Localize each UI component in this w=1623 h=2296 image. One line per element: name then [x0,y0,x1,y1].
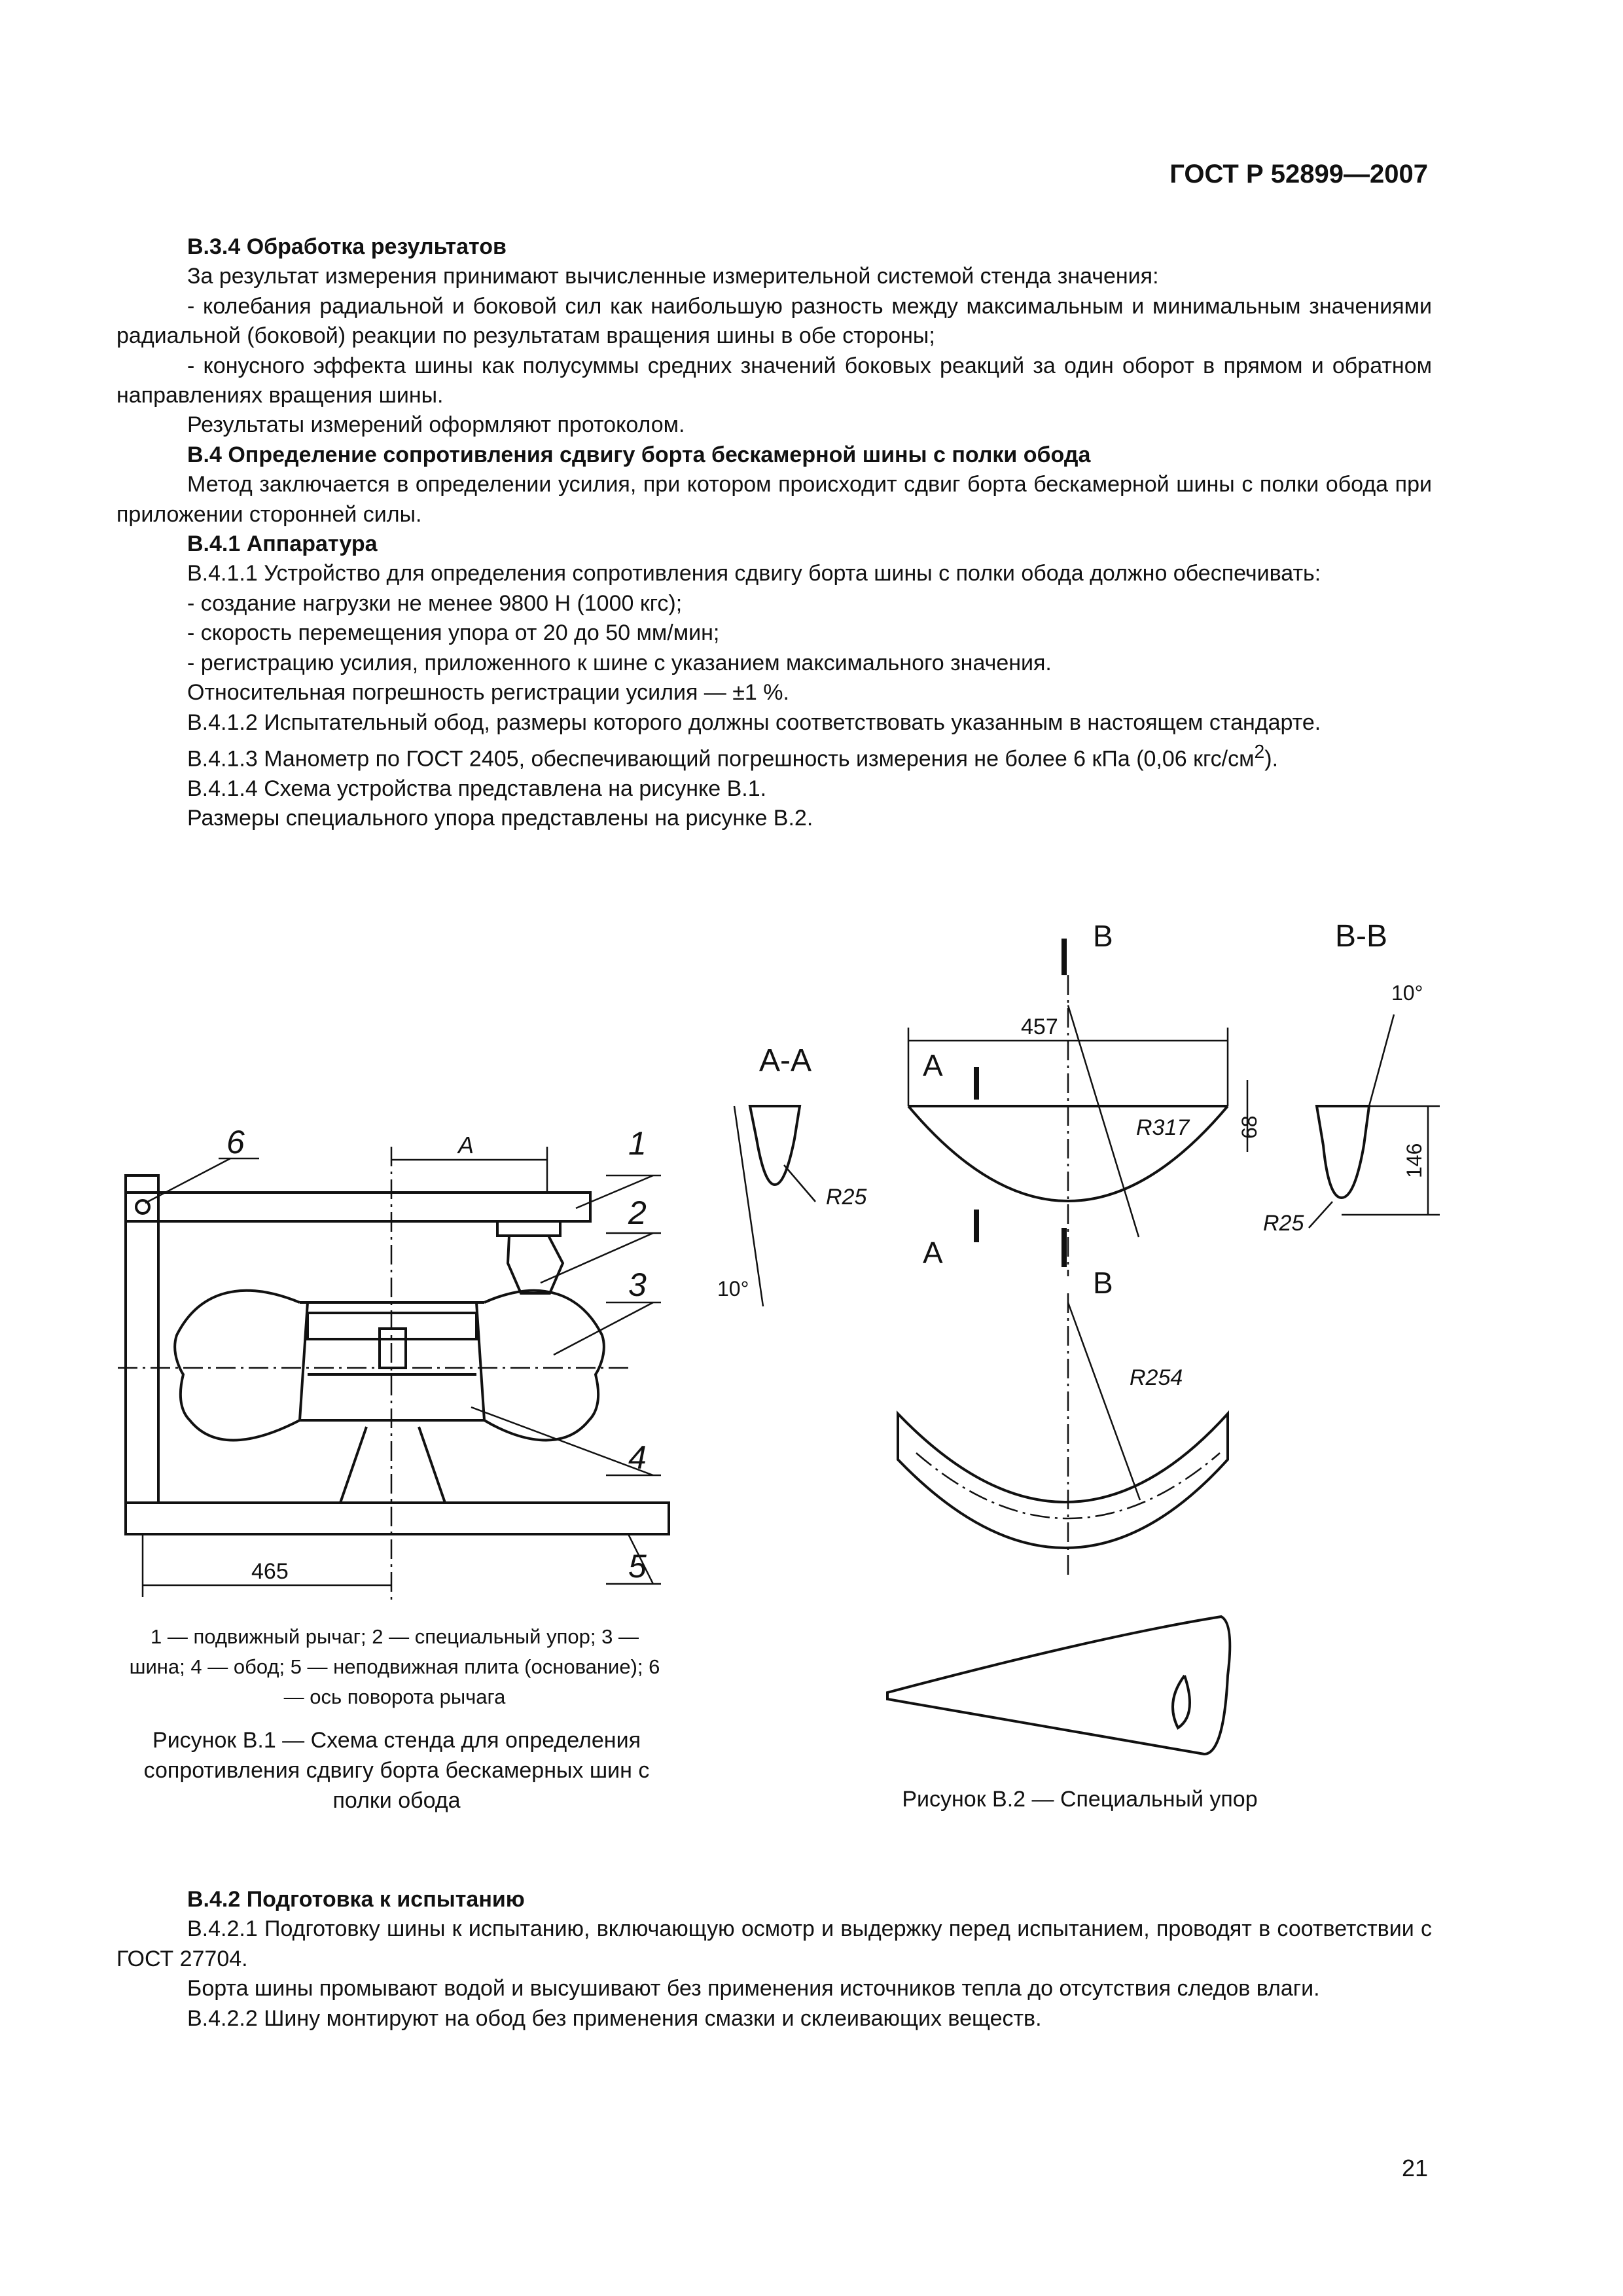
paragraph: Метод заключается в определении усилия, при котором происходит сдвиг борта бескамерной шины с полки обода при приложении сторонней силы. [116,472,1432,527]
tire-left [175,1291,300,1441]
cut-a-label: А [923,1236,943,1270]
arc-r254 [898,1414,1228,1548]
section-aa-title: А-А [759,1043,812,1078]
paragraph: В.4.2.1 Подготовку шины к испытанию, включающую осмотр и выдержку перед испытанием, проводят в соответствии с ГОСТ 27704. [116,1916,1432,1971]
body-text-bottom [116,1885,1432,2034]
leader-r25 [784,1165,815,1202]
leader-r25 [1309,1202,1332,1228]
figure-1-caption: Рисунок В.1 — Схема стенда для определения сопротивления сдвигу борта бескамерных шин с полки обода [143,1728,650,1813]
superscript: 2 [1254,741,1265,762]
document-id: ГОСТ Р 52899—2007 [1169,160,1428,188]
manometer-text: В.4.1.3 Манометр по ГОСТ 2405, обеспечивающий погрешность измерения не более 6 кПа (0,06 кгс/см [187,746,1255,772]
section-b42-heading: В.4.2 Подготовка к испытанию [187,1887,525,1912]
dimension-68: 68 [1238,1115,1261,1139]
paragraph: В.4.2.2 Шину монтируют на обод без применения смазки и склеивающих веществ. [187,2005,1042,2031]
section-b34-heading: В.3.4 Обработка результатов [187,234,507,259]
paragraph: - колебания радиальной и боковой сил как наибольшую разность между максимальным и минимальным значениями радиальной (боковой) реакции по результатам вращения шины в обе стороны; [116,293,1432,349]
pivot-post [126,1175,158,1503]
angle-line [1369,1014,1394,1106]
angle-10-label-a: 10° [717,1277,749,1300]
base-plate [126,1503,669,1534]
rim-stand [340,1427,445,1503]
angle-10-label-b: 10° [1391,981,1423,1005]
dimension-146: 146 [1402,1143,1426,1178]
section-b4-heading: В.4 Определение сопротивления сдвигу борта бескамерной шины с полки обода [187,442,1091,467]
label-3: 3 [628,1266,647,1303]
leader-4 [471,1407,653,1475]
dimension-457: 457 [1021,1014,1058,1039]
list-item: - скорость перемещения упора от 20 до 50 мм/мин; [187,620,720,646]
paragraph: В.4.1.2 Испытательный обод, размеры которого должны соответствовать указанным в настоящем стандарте. [187,709,1321,735]
figure-2-labels [717,919,1426,1390]
rim-center [380,1329,406,1368]
dimension-a: А [458,1132,474,1158]
label-5: 5 [628,1548,647,1585]
stop-3d-notch [1173,1676,1190,1728]
label-2: 2 [628,1194,647,1231]
paragraph: В.4.1.4 Схема устройства представлена на рисунке В.1. [187,776,767,801]
radius-254-label: R254 [1130,1365,1183,1390]
paragraph: Борта шины промывают водой и высушивают без применения источников тепла до отсутствия следов влаги. [187,1976,1320,2001]
movable-lever [126,1193,590,1221]
stop-holder [497,1221,560,1236]
paragraph: Результаты измерений оформляют протоколом. [187,412,685,438]
special-stop [508,1236,563,1293]
radius-25-label-a: R25 [826,1185,867,1210]
label-4: 4 [628,1439,647,1476]
figure-2-caption: Рисунок В.2 — Специальный упор [902,1787,1258,1812]
figure-2-drawing [734,939,1440,1754]
figure-1-legend: 1 — подвижный рычаг; 2 — специальный упор; 3 — шина; 4 — обод; 5 — неподвижная плита (основание); 6 — ось поворота рычага [129,1625,660,1708]
cut-a-label: А [923,1049,943,1083]
list-item: - регистрацию усилия, приложенного к шине с указанием максимального значения. [187,650,1052,675]
manometer-text-end: ). [1264,746,1279,772]
section-b-profile [1317,1106,1369,1198]
section-bb-title: В-В [1335,919,1388,954]
paragraph: В.4.1.1 Устройство для определения сопротивления сдвигу борта шины с полки обода должно обеспечивать: [187,561,1321,586]
list-item: - создание нагрузки не менее 9800 Н (1000 кгс); [187,590,683,616]
dimension-465: 465 [251,1559,289,1584]
figure-1-drawing [118,1147,669,1604]
paragraph: Размеры специального упора представлены на рисунке В.2. [187,806,813,831]
radius-25-label-b: R25 [1263,1211,1304,1236]
label-6: 6 [226,1124,245,1160]
tire-right [484,1291,604,1441]
paragraph: - конусного эффекта шины как полусуммы средних значений боковых реакций за один оборот в прямом и обратном направлениях вращения шины. [116,353,1432,408]
paragraph: За результат измерения принимают вычисленные измерительной системой стенда значения: [187,264,1159,289]
radius-254-line [1068,1302,1140,1500]
section-b41-heading: В.4.1 Аппаратура [187,531,378,557]
paragraph: Относительная погрешность регистрации усилия — ±1 %. [187,680,789,706]
section-a-profile [750,1106,800,1185]
label-1: 1 [628,1125,647,1162]
page-number: 21 [1401,2155,1428,2181]
cut-b-label: В [1093,1266,1113,1300]
cut-b-label: В [1093,919,1113,953]
radius-317-label: R317 [1136,1115,1190,1140]
